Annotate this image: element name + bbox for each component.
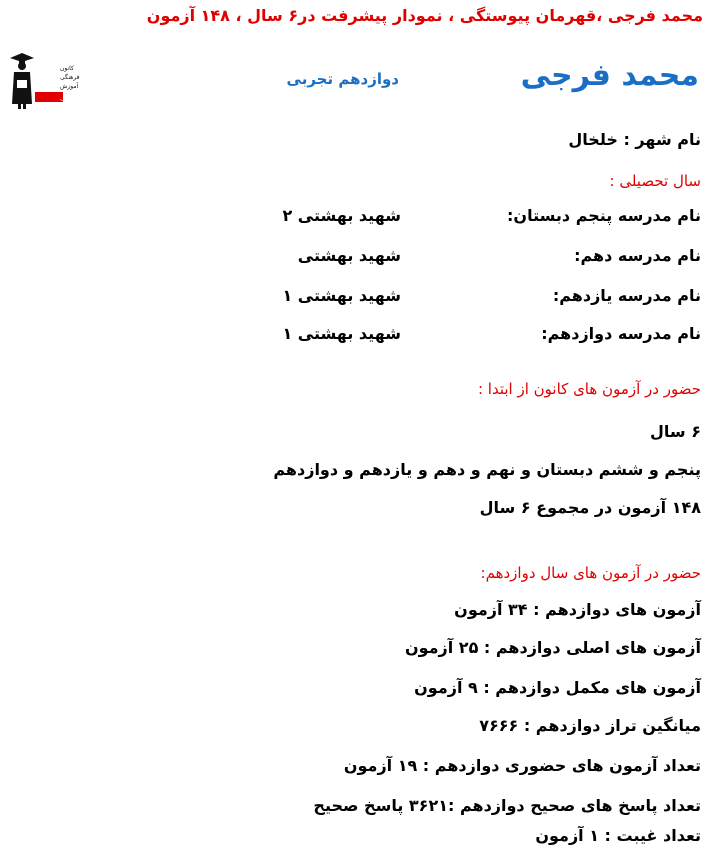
attendance-12-line: آزمون های اصلی دوازدهم : ۲۵ آزمون	[404, 638, 701, 657]
school-row-eleventh	[281, 286, 701, 308]
attendance-all-line: ۱۴۸ آزمون در مجموع ۶ سال	[479, 498, 701, 517]
page-title: محمد فرجی ،قهرمان پیوستگی ، نمودار پیشرفت در۶ سال ، ۱۴۸ آزمون	[146, 6, 703, 25]
school-row-tenth	[281, 246, 701, 268]
attendance-all-heading: حضور در آزمون های کانون از ابتدا :	[477, 380, 701, 398]
school-section-heading: سال تحصیلی :	[609, 172, 701, 190]
school-row-label: نام مدرسه پنجم دبستان:	[507, 206, 701, 225]
school-row-label: نام مدرسه یازدهم:	[552, 286, 701, 305]
school-row-value: شهید بهشتی	[297, 246, 401, 265]
school-row-value: شهید بهشتی ۱	[282, 286, 401, 305]
city-line: نام شهر : خلخال	[568, 130, 701, 149]
attendance-all-line: ۶ سال	[650, 422, 701, 441]
logo-text-4: قلم چی	[60, 95, 80, 102]
school-row-label: نام مدرسه دوازدهم:	[541, 324, 701, 343]
logo-text-3: آموزش	[60, 83, 79, 90]
attendance-12-line: تعداد غیبت : ۱ آزمون	[535, 826, 701, 845]
attendance-12-line: آزمون های مکمل دوازدهم : ۹ آزمون	[414, 678, 701, 697]
school-row-twelfth	[281, 324, 701, 346]
logo-text-2: فرهنگی	[60, 74, 80, 81]
school-row-value: شهید بهشتی ۲	[282, 206, 401, 225]
attendance-12-heading: حضور در آزمون های سال دوازدهم:	[480, 564, 701, 582]
attendance-12-line: تعداد پاسخ های صحیح دوازدهم :۳۶۲۱ پاسخ صحیح	[313, 796, 701, 815]
attendance-12-line: آزمون های دوازدهم : ۳۴ آزمون	[454, 600, 701, 619]
attendance-12-line: میانگین تراز دوازدهم : ۷۶۶۶	[479, 716, 701, 735]
school-row-label: نام مدرسه دهم:	[574, 246, 701, 265]
grade-label: دوازدهم تجربی	[286, 70, 399, 88]
graduate-logo-icon	[8, 50, 80, 110]
attendance-all-line: پنجم و ششم دبستان و نهم و دهم و یازدهم و دوازدهم	[273, 460, 701, 479]
school-row-value: شهید بهشتی ۱	[282, 324, 401, 343]
logo-text-1: کانون	[60, 65, 74, 72]
kanoon-logo	[8, 50, 80, 110]
student-name: محمد فرجی	[520, 58, 699, 93]
school-row-fifth	[281, 206, 701, 228]
attendance-12-line: تعداد آزمون های حضوری دوازدهم : ۱۹ آزمون	[343, 756, 701, 775]
